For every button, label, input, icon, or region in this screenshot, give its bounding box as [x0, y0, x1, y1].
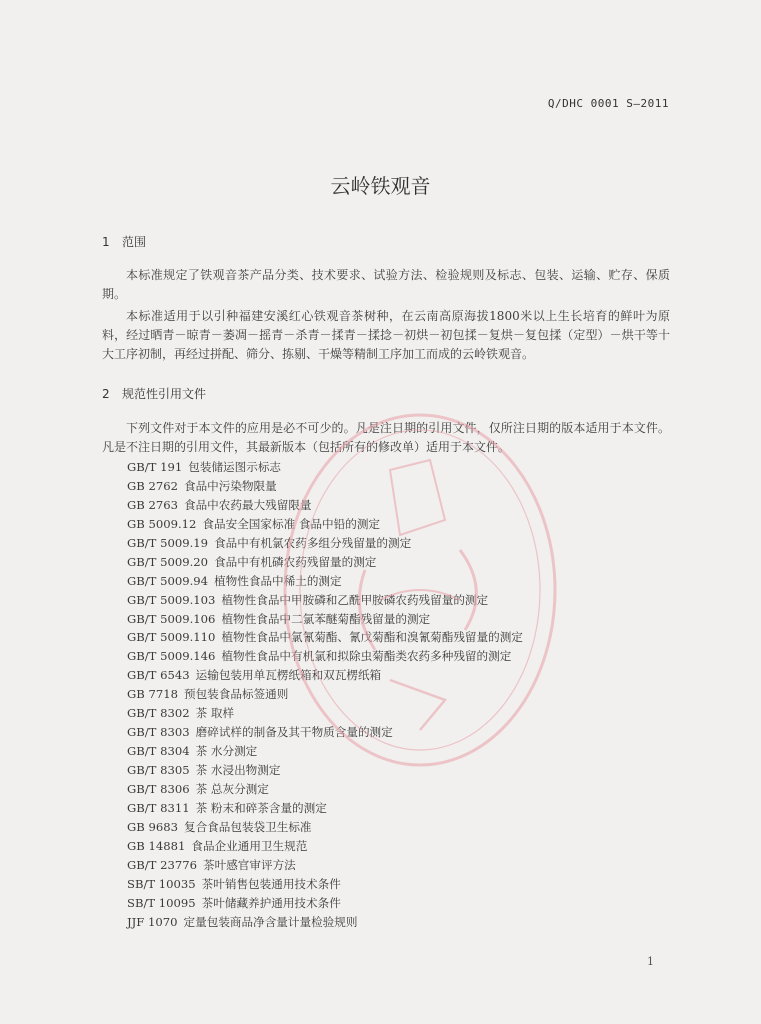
reference-code: JJF 1070	[127, 914, 178, 929]
reference-code: GB/T 5009.20	[127, 554, 209, 569]
reference-code: GB/T 6543	[127, 668, 190, 683]
reference-code: GB/T 191	[127, 460, 183, 474]
reference-code: GB/T 5009.94	[127, 573, 209, 588]
reference-title: 食品中有机氯农药多组分残留量的测定	[214, 535, 412, 550]
reference-code: GB 2762	[127, 478, 178, 493]
reference-title: 茶 总灰分测定	[195, 781, 269, 796]
reference-code: GB/T 8303	[127, 725, 190, 740]
reference-item	[127, 856, 523, 875]
reference-code: GB/T 5009.146	[127, 649, 216, 664]
reference-title: 茶 水分测定	[195, 744, 258, 759]
section-1-number: 1	[102, 235, 110, 249]
section-2-heading	[102, 385, 206, 402]
reference-item	[127, 799, 523, 818]
reference-title: 包装储运图示标志	[188, 460, 282, 474]
reference-title: 食品中农药最大残留限量	[183, 497, 312, 512]
reference-title: 运输包装用单瓦楞纸箱和双瓦楞纸箱	[195, 668, 382, 683]
reference-code: GB/T 8302	[127, 706, 190, 721]
reference-code: GB 9683	[127, 819, 178, 834]
page-number: 1	[647, 955, 654, 968]
reference-title: 植物性食品中稀土的测定	[214, 573, 342, 588]
reference-title: 茶 取样	[195, 706, 235, 721]
section-1-title: 范围	[122, 235, 147, 249]
reference-code: GB 5009.12	[127, 516, 197, 531]
reference-title: 茶叶感官审评方法	[203, 857, 296, 872]
reference-title: 食品安全国家标准 食品中铅的测定	[202, 516, 381, 531]
reference-title: 食品企业通用卫生规范	[191, 838, 308, 853]
approval-seal-stamp	[270, 400, 570, 780]
reference-code: GB 14881	[127, 838, 186, 853]
reference-title: 茶叶储藏养护通用技术条件	[201, 895, 341, 910]
reference-item	[127, 894, 523, 913]
references-intro-paragraph: 下列文件对于本文件的应用是必不可少的。凡是注日期的引用文件，仅所注日期的版本适用于本文件。凡是不注日期的引用文件，其最新版本（包括所有的修改单）适用于本文件。	[102, 421, 670, 454]
reference-item	[127, 913, 523, 932]
reference-title: 定量包装商品净含量计量检验规则	[183, 914, 358, 929]
scope-paragraph-2: 本标准适用于以引种福建安溪红心铁观音茶树种，在云南高原海拔1800米以上生长培育的鲜叶为原料，经过晒青－晾青－萎凋－摇青－杀青－揉青－揉捻－初烘－初包揉－复烘－复包揉（定型）－烘干等十大工序初制，再经过拼配、筛分、拣剔、干燥等精制工序加工而成的云岭铁观音。	[102, 309, 670, 361]
reference-title: 植物性食品中甲胺磷和乙酰甲胺磷农药残留量的测定	[221, 592, 489, 607]
reference-title: 植物性食品中氯氰菊酯、氰戊菊酯和溴氰菊酯残留量的测定	[221, 630, 523, 645]
section-1-heading	[102, 233, 146, 250]
reference-title: 复合食品包装袋卫生标准	[183, 819, 312, 834]
reference-code: GB/T 5009.103	[127, 592, 216, 607]
reference-code: GB/T 5009.19	[127, 535, 209, 550]
reference-code: GB/T 8304	[127, 744, 190, 759]
reference-code: GB 2763	[127, 497, 178, 512]
section-2-number: 2	[102, 387, 110, 401]
reference-item	[127, 837, 523, 856]
reference-title: 磨碎试样的制备及其干物质含量的测定	[195, 725, 393, 740]
reference-code: SB/T 10035	[127, 876, 196, 891]
reference-code: GB/T 5009.106	[127, 611, 216, 626]
reference-code: GB/T 8306	[127, 781, 190, 796]
reference-code: GB/T 8311	[127, 800, 190, 815]
reference-title: 茶 水浸出物测定	[195, 763, 281, 777]
section-2-title: 规范性引用文件	[122, 387, 207, 401]
reference-code: GB/T 8305	[127, 763, 190, 777]
scope-paragraph-1: 本标准规定了铁观音茶产品分类、技术要求、试验方法、检验规则及标志、包装、运输、贮存、保质期。	[102, 268, 670, 301]
reference-title: 预包装食品标签通则	[183, 687, 289, 702]
reference-title: 茶 粉末和碎茶含量的测定	[195, 800, 327, 815]
reference-title: 食品中有机磷农药残留量的测定	[214, 554, 377, 569]
reference-code: GB 7718	[127, 687, 178, 702]
document-code: Q/DHC 0001 S—2011	[547, 97, 669, 110]
reference-item	[127, 780, 523, 799]
page-title: 云岭铁观音	[330, 174, 431, 198]
reference-code: SB/T 10095	[127, 895, 196, 910]
reference-item	[127, 875, 523, 894]
reference-item	[127, 818, 523, 837]
reference-code: GB/T 5009.110	[127, 630, 216, 645]
reference-code: GB/T 23776	[127, 857, 197, 872]
reference-title: 植物性食品中二氯苯醚菊酯残留量的测定	[221, 611, 431, 626]
reference-title: 植物性食品中有机氯和拟除虫菊酯类农药多种残留的测定	[221, 649, 512, 664]
reference-title: 食品中污染物限量	[183, 478, 277, 493]
reference-title: 茶叶销售包装通用技术条件	[201, 876, 341, 891]
